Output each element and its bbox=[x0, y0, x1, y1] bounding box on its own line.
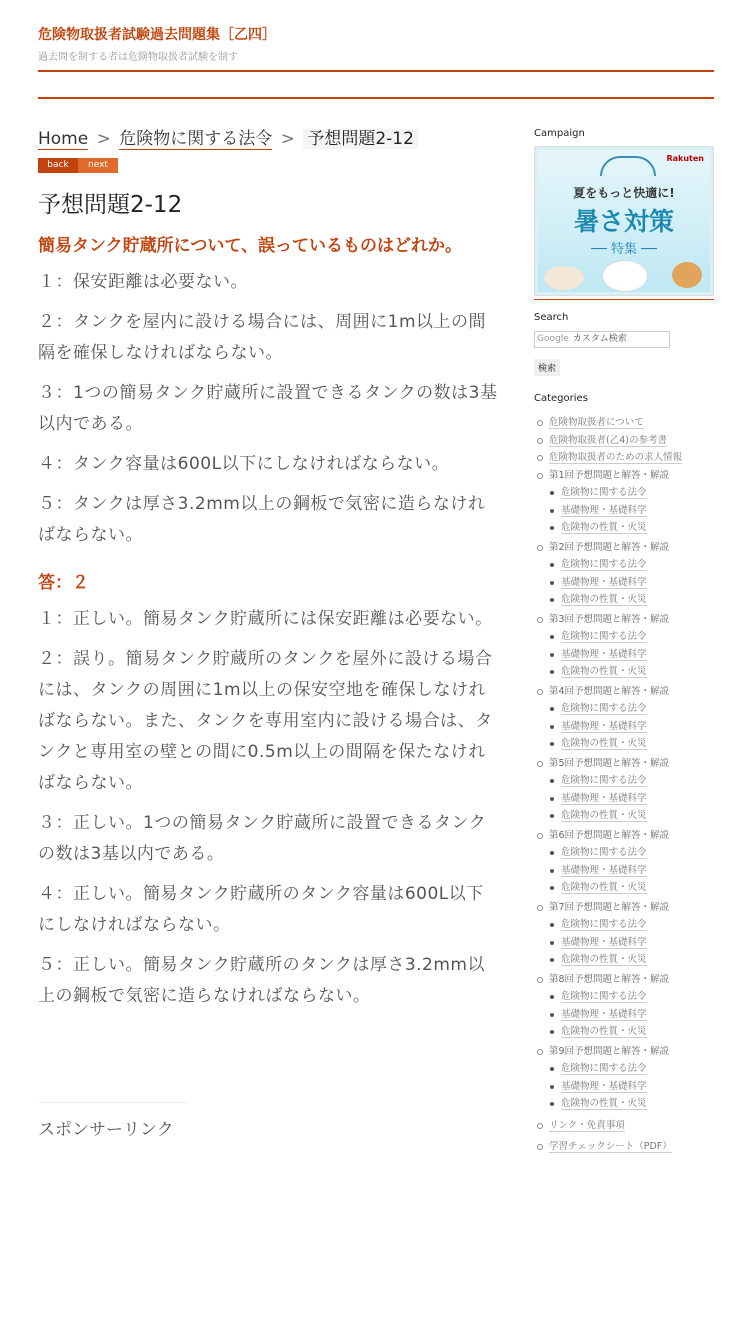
subcategory-link[interactable]: 危険物の性質・火災 bbox=[561, 954, 647, 965]
breadcrumb-home-link[interactable]: Home bbox=[38, 129, 89, 149]
subcategory-item bbox=[549, 502, 714, 520]
site-title[interactable]: 危険物取扱者試験過去問題集［乙四］ bbox=[38, 27, 276, 43]
category-group-label[interactable]: 第6回予想問題と解答・解説 bbox=[549, 829, 670, 841]
sun-icon bbox=[600, 156, 656, 176]
nav-divider bbox=[38, 97, 714, 99]
subcategory-link[interactable]: 危険物の性質・火災 bbox=[561, 1098, 647, 1109]
category-group-label[interactable]: 第2回予想問題と解答・解説 bbox=[549, 541, 670, 553]
search-button[interactable]: 検索 bbox=[534, 359, 560, 376]
subcategory-item bbox=[549, 844, 714, 862]
category-group-label[interactable]: 第8回予想問題と解答・解説 bbox=[549, 973, 670, 985]
category-group-label[interactable]: 第1回予想問題と解答・解説 bbox=[549, 469, 670, 481]
explanation-5: ５：正しい。簡易タンク貯蔵所のタンクは厚さ3.2mm以上の鋼板で気密に造らなければならない。 bbox=[38, 955, 485, 1006]
subcategory-link[interactable]: 危険物に関する法令 bbox=[561, 775, 647, 786]
explanation-1: １：正しい。簡易タンク貯蔵所には保安距離は必要ない。 bbox=[38, 609, 493, 629]
subcategory-link[interactable]: 基礎物理・基礎科学 bbox=[561, 792, 647, 804]
choice-3: ３：1つの簡易タンク貯蔵所に設置できるタンクの数は3基以内である。 bbox=[38, 383, 498, 434]
subcategory-item bbox=[549, 934, 714, 952]
subcategory-link[interactable]: 基礎物理・基礎科学 bbox=[561, 720, 647, 732]
breadcrumb bbox=[38, 127, 500, 151]
banner-tagline: 夏をもっと快適に! bbox=[573, 186, 675, 200]
subcategory-link[interactable]: 危険物に関する法令 bbox=[561, 631, 647, 642]
breadcrumb-separator: > bbox=[96, 129, 111, 149]
category-link[interactable]: リンク・免責事項 bbox=[549, 1119, 625, 1131]
breadcrumb-separator: > bbox=[280, 129, 295, 149]
category-link[interactable]: 学習チェックシート（PDF） bbox=[549, 1141, 672, 1152]
category-group-label[interactable]: 第9回予想問題と解答・解説 bbox=[549, 1045, 670, 1057]
choice-5: ５：タンクは厚さ3.2mm以上の鋼板で気密に造らなければならない。 bbox=[38, 494, 486, 545]
subcategory-link[interactable]: 危険物に関する法令 bbox=[561, 991, 647, 1002]
subcategory-link[interactable]: 危険物に関する法令 bbox=[561, 919, 647, 930]
category-link[interactable]: 危険物取扱者(乙4)の参考書 bbox=[549, 434, 667, 446]
subcategory-link[interactable]: 基礎物理・基礎科学 bbox=[561, 1080, 647, 1092]
main-content bbox=[38, 127, 500, 1140]
category-group bbox=[534, 971, 714, 1041]
subcategory-link[interactable]: 危険物に関する法令 bbox=[561, 847, 647, 858]
subcategory-link[interactable]: 基礎物理・基礎科学 bbox=[561, 1008, 647, 1020]
category-item bbox=[534, 1138, 714, 1156]
breadcrumb-category-link[interactable]: 危険物に関する法令 bbox=[119, 129, 273, 149]
subcategory-link[interactable]: 危険物に関する法令 bbox=[561, 1063, 647, 1074]
next-button[interactable]: next bbox=[78, 158, 118, 173]
search-widget-title: Search bbox=[534, 312, 569, 323]
choice-1: １：保安距離は必要ない。 bbox=[38, 272, 248, 292]
subcategory-link[interactable]: 基礎物理・基礎科学 bbox=[561, 648, 647, 660]
dog-illustration bbox=[672, 262, 702, 288]
subcategory-list bbox=[549, 484, 714, 537]
subcategory-item bbox=[549, 484, 714, 502]
category-item bbox=[534, 432, 714, 450]
subcategory-link[interactable]: 危険物の性質・火災 bbox=[561, 882, 647, 893]
question-text: 簡易タンク貯蔵所について、誤っているものはどれか。 bbox=[38, 236, 462, 256]
campaign-banner[interactable] bbox=[534, 146, 714, 296]
subcategory-item bbox=[549, 1095, 714, 1113]
banner-image bbox=[538, 150, 710, 292]
subcategory-item bbox=[549, 663, 714, 681]
category-group bbox=[534, 539, 714, 609]
subcategory-link[interactable]: 危険物の性質・火災 bbox=[561, 810, 647, 821]
explanation-2: ２：誤り。簡易タンク貯蔵所のタンクを屋外に設ける場合には、タンクの周囲に1m以上の保安空地を確保しなければならない。また、タンクを専用室内に設ける場合は、タンクと専用室の壁との間に0.5m以上の間隔を保たなければならない。 bbox=[38, 649, 493, 793]
breadcrumb-current: 予想問題2-12 bbox=[303, 129, 418, 149]
subcategory-item bbox=[549, 772, 714, 790]
subcategory-link[interactable]: 危険物に関する法令 bbox=[561, 487, 647, 498]
sponsor-label: スポンサーリンク bbox=[38, 1120, 174, 1140]
subcategory-item bbox=[549, 718, 714, 736]
subcategory-link[interactable]: 危険物の性質・火災 bbox=[561, 522, 647, 533]
subcategory-item bbox=[549, 519, 714, 537]
subcategory-list bbox=[549, 628, 714, 681]
subcategory-item bbox=[549, 700, 714, 718]
subcategory-item bbox=[549, 790, 714, 808]
rakuten-logo: Rakuten bbox=[666, 154, 704, 163]
category-group bbox=[534, 611, 714, 681]
subcategory-link[interactable]: 危険物に関する法令 bbox=[561, 703, 647, 714]
category-item bbox=[534, 449, 714, 467]
subcategory-link[interactable]: 基礎物理・基礎科学 bbox=[561, 576, 647, 588]
subcategory-list bbox=[549, 700, 714, 753]
category-group-label[interactable]: 第5回予想問題と解答・解説 bbox=[549, 757, 670, 769]
header-divider bbox=[38, 70, 714, 72]
subcategory-item bbox=[549, 735, 714, 753]
category-group bbox=[534, 755, 714, 825]
subcategory-list bbox=[549, 844, 714, 897]
subcategory-item bbox=[549, 1006, 714, 1024]
subcategory-list bbox=[549, 772, 714, 825]
subcategory-list bbox=[549, 988, 714, 1041]
site-header bbox=[38, 26, 714, 63]
subcategory-item bbox=[549, 556, 714, 574]
campaign-divider bbox=[534, 299, 714, 300]
explanation-3: ３：正しい。1つの簡易タンク貯蔵所に設置できるタンクの数は3基以内である。 bbox=[38, 813, 487, 864]
category-item bbox=[534, 1117, 714, 1135]
subcategory-item bbox=[549, 988, 714, 1006]
choice-4: ４：タンク容量は600L以下にしなければならない。 bbox=[38, 454, 450, 474]
answer-label: 答：２ bbox=[38, 573, 89, 593]
subcategory-list bbox=[549, 916, 714, 969]
subcategory-item bbox=[549, 879, 714, 897]
pillow-illustration bbox=[544, 266, 584, 290]
category-group-label[interactable]: 第7回予想問題と解答・解説 bbox=[549, 901, 670, 913]
category-list bbox=[534, 414, 714, 1156]
category-link[interactable]: 危険物取扱者のための求人情報 bbox=[549, 452, 683, 463]
back-button[interactable]: back bbox=[38, 158, 78, 173]
category-link[interactable]: 危険物取扱者について bbox=[549, 417, 644, 428]
campaign-widget-title: Campaign bbox=[534, 128, 585, 139]
banner-headline: 暑さ対策 bbox=[573, 207, 674, 236]
category-group-label[interactable]: 第4回予想問題と解答・解説 bbox=[549, 685, 670, 697]
subcategory-link[interactable]: 基礎物理・基礎科学 bbox=[561, 936, 647, 948]
sponsor-divider bbox=[38, 1102, 188, 1103]
subcategory-item bbox=[549, 1060, 714, 1078]
subcategory-item bbox=[549, 646, 714, 664]
site-description: 過去問を制する者は危険物取扱者試験を制す bbox=[38, 52, 238, 63]
sidebar bbox=[534, 128, 714, 1156]
google-brand: Google bbox=[537, 334, 569, 344]
post-navigation bbox=[38, 158, 500, 173]
category-group bbox=[534, 683, 714, 753]
subcategory-item bbox=[549, 591, 714, 609]
subcategory-item bbox=[549, 1078, 714, 1096]
category-group bbox=[534, 1043, 714, 1113]
subcategory-item bbox=[549, 916, 714, 934]
subcategory-link[interactable]: 危険物の性質・火災 bbox=[561, 738, 647, 749]
subcategory-item bbox=[549, 807, 714, 825]
category-group bbox=[534, 827, 714, 897]
category-item bbox=[534, 414, 714, 432]
subcategory-item bbox=[549, 1023, 714, 1041]
subcategory-link[interactable]: 危険物の性質・火災 bbox=[561, 666, 647, 677]
subcategory-item bbox=[549, 951, 714, 969]
subcategory-list bbox=[549, 1060, 714, 1113]
subcategory-link[interactable]: 基礎物理・基礎科学 bbox=[561, 504, 647, 516]
explanation-4: ４：正しい。簡易タンク貯蔵所のタンク容量は600L以下にしなければならない。 bbox=[38, 884, 484, 935]
search-placeholder: カスタム検索 bbox=[572, 334, 627, 344]
search-input[interactable] bbox=[534, 331, 670, 348]
subcategory-item bbox=[549, 574, 714, 592]
category-group-label[interactable]: 第3回予想問題と解答・解説 bbox=[549, 613, 670, 625]
categories-widget-title: Categories bbox=[534, 393, 588, 404]
subcategory-link[interactable]: 危険物の性質・火災 bbox=[561, 594, 647, 605]
bear-illustration bbox=[602, 260, 648, 292]
subcategory-item bbox=[549, 628, 714, 646]
banner-subline: ── 特集 ── bbox=[591, 242, 657, 257]
category-group bbox=[534, 467, 714, 537]
category-group bbox=[534, 899, 714, 969]
choice-2: ２：タンクを屋内に設ける場合には、周囲に1m以上の間隔を確保しなければならない。 bbox=[38, 312, 487, 363]
subcategory-item bbox=[549, 862, 714, 880]
subcategory-link[interactable]: 危険物の性質・火災 bbox=[561, 1026, 647, 1037]
subcategory-link[interactable]: 危険物に関する法令 bbox=[561, 559, 647, 570]
subcategory-link[interactable]: 基礎物理・基礎科学 bbox=[561, 864, 647, 876]
page-title: 予想問題2-12 bbox=[38, 192, 183, 218]
subcategory-list bbox=[549, 556, 714, 609]
